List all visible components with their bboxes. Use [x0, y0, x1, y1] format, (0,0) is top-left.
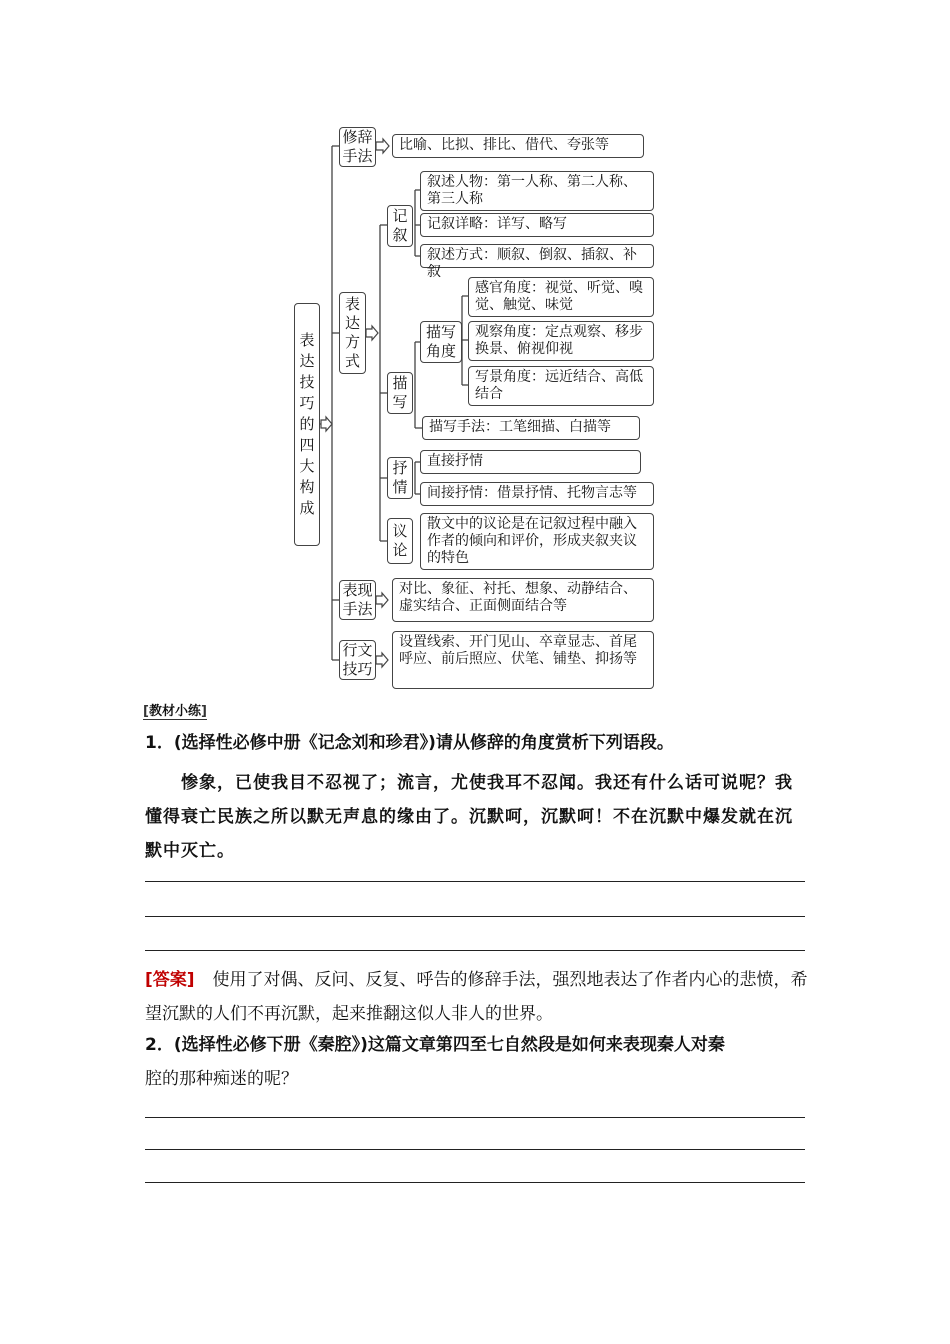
node-jixu — [387, 205, 413, 247]
node-biaoxian — [339, 580, 376, 620]
node-shuqing-label: 抒情 — [392, 459, 408, 496]
answer-label: [答案] — [145, 970, 195, 990]
node-yilun-label: 议论 — [392, 522, 408, 559]
node-biaoda — [339, 292, 366, 374]
node-biaoda-label: 表达方式 — [345, 295, 361, 370]
node-miaoxie-jiaodu — [420, 321, 462, 363]
node-xiuci-label: 修辞手法 — [342, 128, 373, 165]
node-yilun-content: 散文中的议论是在记叙过程中融入作者的倾向和评价，形成夹叙夹议的特色 — [420, 513, 654, 570]
section-tag: [教材小练] — [143, 700, 207, 720]
node-miaoxie-shoufa: 描写手法：工笔细描、白描等 — [422, 416, 640, 440]
node-biaoxian-label: 表现手法 — [342, 581, 373, 618]
answer-line[interactable] — [145, 916, 805, 917]
question-2-title-line1: 2．(选择性必修下册《秦腔》)这篇文章第四至七自然段是如何来表现秦人对秦 — [145, 1035, 725, 1055]
node-shuqing — [387, 457, 413, 499]
answer-line[interactable] — [145, 1117, 805, 1118]
answer-text: 使用了对偶、反问、反复、呼告的修辞手法，强烈地表达了作者内心的悲愤，希望沉默的人们不再沉默，起来推翻这似人非人的世界。 — [145, 970, 808, 1024]
node-jixu-item-3: 叙述方式：顺叙、倒叙、插叙、补叙 — [420, 244, 654, 268]
node-jiaodu-item-3: 写景角度：远近结合、高低结合 — [468, 366, 654, 406]
node-miaoxie — [387, 372, 413, 414]
answer-line[interactable] — [145, 1182, 805, 1183]
question-2-title-line2: 腔的那种痴迷的呢？ — [145, 1069, 298, 1089]
node-miaoxie-jiaodu-label: 描写角度 — [425, 323, 456, 360]
node-jixu-label: 记叙 — [392, 207, 408, 244]
node-biaoxian-content: 对比、象征、衬托、想象、动静结合、虚实结合、正面侧面结合等 — [392, 578, 654, 622]
node-shuqing-item-1: 直接抒情 — [420, 450, 641, 474]
node-miaoxie-label: 描写 — [392, 374, 408, 411]
answer-line[interactable] — [145, 950, 805, 951]
node-jiaodu-item-2: 观察角度：定点观察、移步换景、俯视仰视 — [468, 321, 654, 361]
node-xingwen — [339, 640, 376, 680]
node-jiaodu-item-1: 感官角度：视觉、听觉、嗅觉、触觉、味觉 — [468, 277, 654, 317]
node-xingwen-content: 设置线索、开门见山、卒章显志、首尾呼应、前后照应、伏笔、铺垫、抑扬等 — [392, 631, 654, 689]
question-1-passage: 惨象，已使我目不忍视了；流言，尤使我耳不忍闻。我还有什么话可说呢？我懂得衰亡民族之所以默无声息的缘由了。沉默呵，沉默呵！不在沉默中爆发就在沉默中灭亡。 — [145, 773, 793, 861]
question-1-title: 1．(选择性必修中册《记念刘和珍君》)请从修辞的角度赏析下列语段。 — [145, 733, 674, 753]
question-1-answer — [145, 963, 810, 1031]
node-jixu-item-1: 叙述人物：第一人称、第二人称、第三人称 — [420, 171, 654, 211]
node-xiuci-content: 比喻、比拟、排比、借代、夸张等 — [392, 134, 644, 158]
node-xiuci — [339, 127, 376, 167]
diagram-root-label: 表达技巧的四大构成 — [299, 331, 315, 517]
section-tag-label: 教材小练 — [148, 704, 201, 719]
node-shuqing-item-2: 间接抒情：借景抒情、托物言志等 — [420, 482, 654, 506]
answer-line[interactable] — [145, 1149, 805, 1150]
node-jixu-item-2: 记叙详略：详写、略写 — [420, 213, 654, 237]
answer-line[interactable] — [145, 881, 805, 882]
node-xingwen-label: 行文技巧 — [342, 641, 373, 678]
diagram-root-node — [294, 303, 320, 546]
node-yilun — [387, 518, 413, 564]
